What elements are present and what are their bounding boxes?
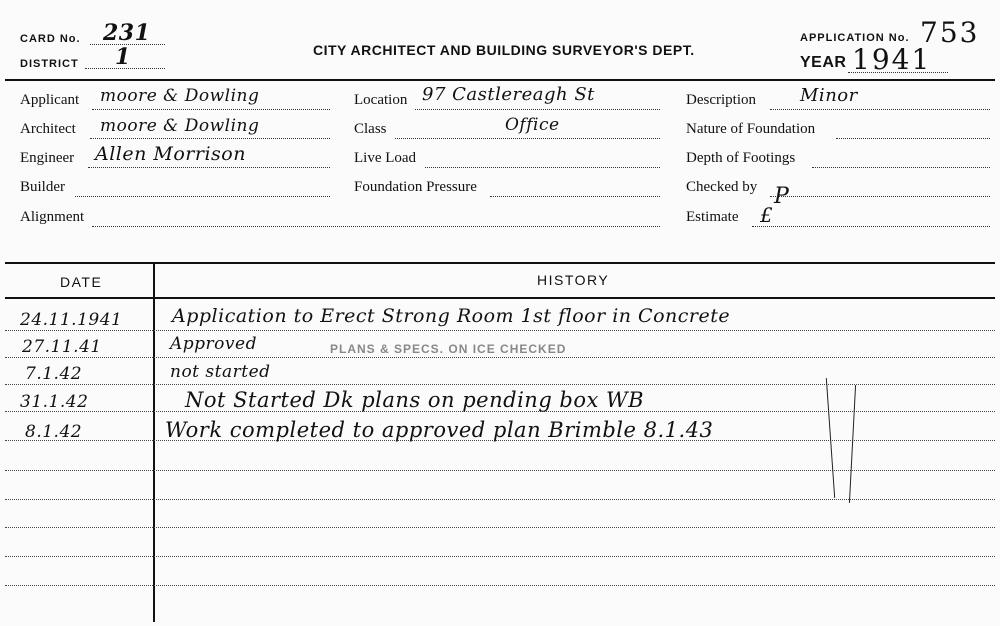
builder-label: Builder bbox=[20, 179, 65, 195]
architect-value: moore & Dowling bbox=[100, 116, 260, 136]
class-label: Class bbox=[354, 121, 387, 137]
applicant-label: Applicant bbox=[20, 92, 80, 108]
engineer-value: Allen Morrison bbox=[95, 143, 246, 165]
date-column-header: DATE bbox=[60, 274, 103, 290]
history-date: 8.1.42 bbox=[25, 422, 83, 442]
history-date: 24.11.1941 bbox=[20, 310, 123, 330]
history-entry: Approved bbox=[170, 334, 257, 354]
department-title: CITY ARCHITECT AND BUILDING SURVEYOR'S DEPT. bbox=[313, 42, 695, 58]
engineer-label: Engineer bbox=[20, 150, 75, 166]
year-value: 1941 bbox=[852, 43, 932, 76]
checked-by-label: Checked by bbox=[686, 179, 758, 195]
history-date: 31.1.42 bbox=[20, 392, 89, 412]
district-value: 1 bbox=[115, 44, 131, 70]
header-rule bbox=[5, 79, 995, 81]
nature-of-foundation-label: Nature of Foundation bbox=[686, 121, 816, 137]
location-label: Location bbox=[354, 92, 408, 108]
depth-of-footings-label: Depth of Footings bbox=[686, 150, 796, 166]
location-value: 97 Castlereagh St bbox=[422, 84, 595, 105]
pencil-stroke bbox=[826, 378, 835, 498]
description-label: Description bbox=[686, 92, 756, 108]
history-entry: Application to Erect Strong Room 1st floor in Concrete bbox=[172, 305, 731, 327]
estimate-label: Estimate bbox=[686, 209, 739, 225]
checked-by-value: P bbox=[774, 184, 790, 209]
history-entry: Not Started Dk plans on pending box WB bbox=[185, 388, 645, 412]
class-value: Office bbox=[505, 115, 560, 135]
foundation-pressure-label: Foundation Pressure bbox=[354, 179, 477, 195]
description-value: Minor bbox=[800, 85, 858, 106]
date-column-divider bbox=[153, 262, 155, 622]
alignment-label: Alignment bbox=[20, 209, 85, 225]
history-date: 7.1.42 bbox=[25, 364, 83, 384]
history-entry: not started bbox=[170, 362, 271, 382]
plans-specs-stamp: PLANS & SPECS. ON ICE CHECKED bbox=[330, 342, 567, 356]
district-label: DISTRICT bbox=[20, 58, 79, 70]
applicant-value: moore & Dowling bbox=[100, 86, 260, 106]
live-load-label: Live Load bbox=[354, 150, 417, 166]
year-label: YEAR bbox=[800, 54, 847, 71]
estimate-value: £ bbox=[760, 203, 774, 227]
history-column-header: HISTORY bbox=[537, 272, 610, 288]
pencil-stroke bbox=[849, 385, 856, 503]
card-no-value: 231 bbox=[103, 20, 151, 46]
card-no-label: CARD No. bbox=[20, 33, 81, 45]
application-no-label: APPLICATION No. bbox=[800, 32, 910, 44]
architect-label: Architect bbox=[20, 121, 76, 137]
history-entry: Work completed to approved plan Brimble 8.1.43 bbox=[165, 418, 714, 442]
application-no-value: 753 bbox=[920, 16, 980, 49]
history-date: 27.11.41 bbox=[22, 337, 102, 357]
